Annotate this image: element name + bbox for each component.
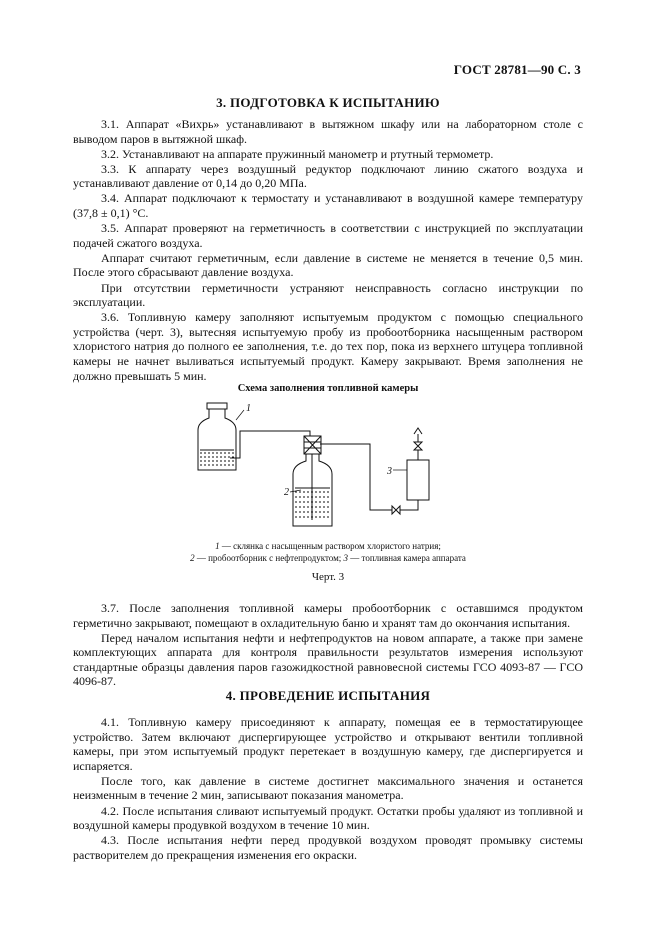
paragraph-3-5-fix: При отсутствии герметичности устраняют неисправность согласно инструкции по эксплуатации. xyxy=(73,280,583,310)
valve-lower xyxy=(392,506,400,514)
section-4-text xyxy=(73,715,583,863)
caption-num-1: 1 xyxy=(215,541,220,551)
section-4-title: 4. ПРОВЕДЕНИЕ ИСПЫТАНИЯ xyxy=(225,688,431,703)
section-3-text xyxy=(73,117,583,384)
caption-text-1: — склянка с насыщенным раствором хлористого натрия; xyxy=(219,541,441,551)
marker-3: 3 xyxy=(387,466,392,477)
paragraph-4-3: 4.3. После испытания нефти перед продувкой воздухом проводят промывку системы растворителем до прекращения изменения его окраски. xyxy=(73,833,583,862)
connecting-tube-2 xyxy=(320,444,392,510)
flask-1 xyxy=(198,403,236,470)
outlet-arrow-icon xyxy=(414,428,422,442)
connecting-tube-1 xyxy=(230,431,310,458)
figure-title: Схема заполнения топливной камеры xyxy=(237,383,419,394)
paragraph-3-2: 3.2. Устанавливают на аппарате пружинный манометр и ртутный термометр. xyxy=(101,146,494,161)
figure-label: Черт. 3 xyxy=(311,571,345,583)
caption-num-3: 3 xyxy=(343,553,349,563)
figure-caption-line-2 xyxy=(73,552,583,564)
paragraph-3-5-hermetic: Аппарат считают герметичным, если давление в системе не меняется в течение 0,5 мин. После этого сбрасывают давление воздуха. xyxy=(73,250,583,280)
marker-1: 1 xyxy=(246,403,251,414)
paragraph-3-5: 3.5. Аппарат проверяют на герметичность в соответствии с инструкцией по эксплуатации подачей сжатого воздуха. xyxy=(73,221,583,250)
paragraph-4-1-pressure: После того, как давление в системе достигнет максимального значения и останется неизменным в течение 2 мин, записывают показания манометра. xyxy=(73,773,583,803)
page-header: ГОСТ 28781—90 С. 3 xyxy=(453,62,581,77)
fuel-chamber-filling-diagram xyxy=(180,398,480,533)
section-3-continued-text xyxy=(73,601,583,690)
section-3-title: 3. ПОДГОТОВКА К ИСПЫТАНИЮ xyxy=(216,95,440,110)
paragraph-3-6: 3.6. Топливную камеру заполняют испытуемым продуктом с помощью специального устройства (черт. 3), вытесняя испытуемую пробу из пробоотборника насыщенным раствором хлористого натрия до полного ее заполнения, т.е. до тех пор, пока из верхнего штуцера топливной камеры не начнет выливаться испытуемый продукт. Камеру закрывают. Время заполнения не должно превышать 5 мин. xyxy=(73,310,583,383)
paragraph-3-7-standards: Перед началом испытания нефти и нефтепродуктов на новом аппарате, а также при замене комплектующих аппарата для контроля правильности результатов измерения используют стандартные образцы давления паров газожидкостной равновесной системы ГСО 4093-87 — ГСО 4096-87. xyxy=(73,630,583,689)
fuel-chamber-3 xyxy=(407,460,429,500)
figure-caption-line-1 xyxy=(73,540,583,552)
paragraph-3-4: 3.4. Аппарат подключают к термостату и устанавливают в воздушной камере температуру (37,8 ± 0,1) °С. xyxy=(73,191,583,221)
caption-text-3: — топливная камера аппарата xyxy=(348,553,466,563)
paragraph-4-1: 4.1. Топливную камеру присоединяют к аппарату, помещая ее в термостатирующее устройство. Затем включают диспергирующее устройство и открывают вентили топливной камеры, при этом испытуемый продукт перетекает в воздушную камеру, где диспергируется и испаряется. xyxy=(73,715,583,773)
connecting-tube-3 xyxy=(400,500,418,510)
caption-text-2: — пробоотборник с нефтепродуктом; xyxy=(194,553,344,563)
valve-upper xyxy=(414,442,422,450)
paragraph-3-3: 3.3. К аппарату через воздушный редуктор подключают линию сжатого воздуха и устанавливают давление от 0,14 до 0,20 МПа. xyxy=(73,161,583,191)
caption-num-2: 2 xyxy=(190,553,195,563)
marker-2: 2 xyxy=(284,487,289,498)
paragraph-3-1: 3.1. Аппарат «Вихрь» устанавливают в вытяжном шкафу или на лабораторном столе с выводом паров в вытяжной шкаф. xyxy=(73,117,583,146)
paragraph-4-2: 4.2. После испытания сливают испытуемый продукт. Остатки пробы удаляют из топливной и воздушной камеры продувкой воздухом в течение 10 мин. xyxy=(73,803,583,833)
sampler-2 xyxy=(293,436,332,526)
paragraph-3-7: 3.7. После заполнения топливной камеры пробоотборник с оставшимся продуктом герметично закрывают, помещают в охладительную баню и хранят там до окончания испытания. xyxy=(73,601,583,630)
